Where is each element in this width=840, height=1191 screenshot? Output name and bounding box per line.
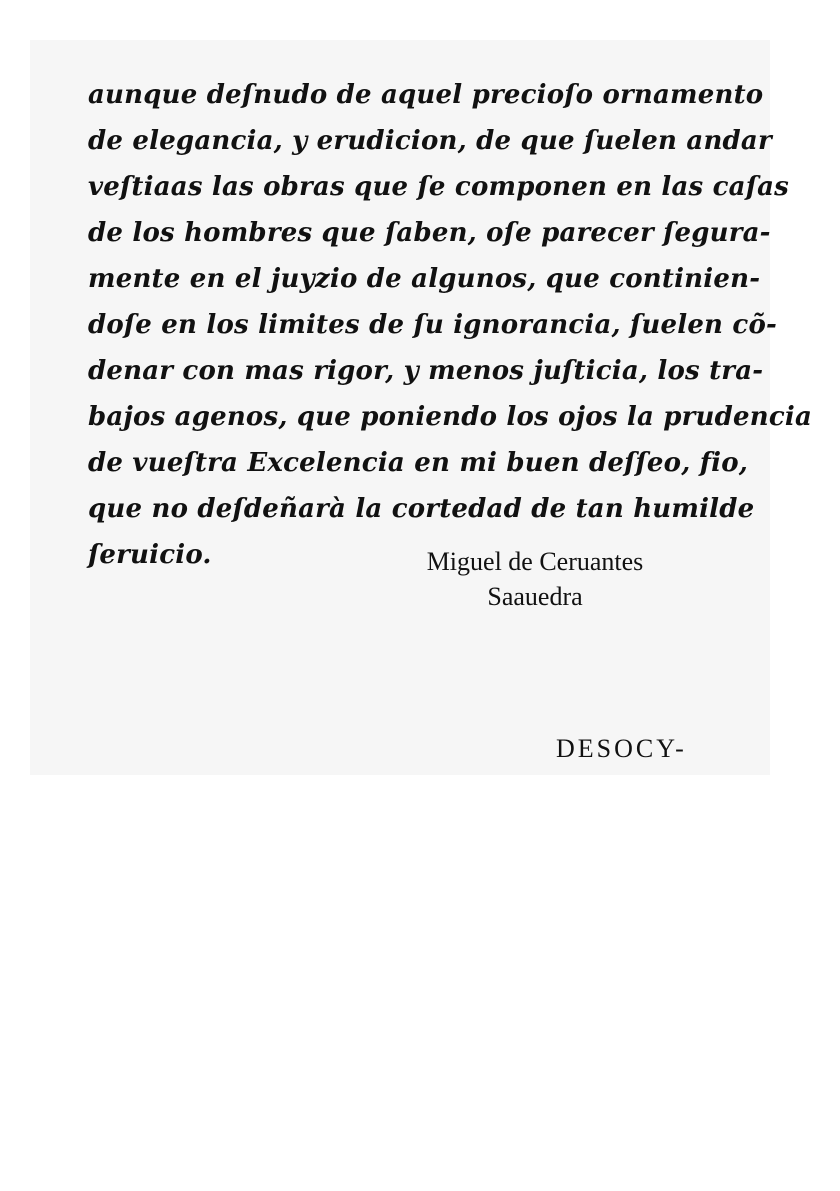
text-line: de elegancia, y erudicion, de que ſuelen andar (88, 126, 772, 156)
text-line: de los hombres que ſaben, oſe parecer ſegura- (88, 218, 771, 248)
text-line: denar con mas rigor, y menos juſticia, los tra- (88, 356, 764, 386)
text-line: aunque deſnudo de aquel precioſo ornamento (88, 80, 764, 110)
signature-surname-line: Saauedra (487, 582, 583, 611)
signature-name-line: Miguel de Ceruantes (426, 547, 644, 576)
text-line: de vueſtra Excelencia en mi buen deſſeo, fio, (88, 448, 748, 478)
dedication-body-text (88, 72, 813, 578)
text-line: doſe en los limites de ſu ignorancia, ſuelen cõ- (88, 310, 777, 340)
text-line: bajos agenos, que poniendo los ojos la prudencia (88, 402, 813, 432)
author-signature (395, 544, 675, 614)
text-line: mente en el juyzio de algunos, que continien- (88, 264, 761, 294)
text-line-last: ſeruicio. (88, 540, 212, 570)
catchword: DESOCY- (556, 734, 687, 763)
text-line: veſtiaas las obras que ſe componen en las caſas (88, 172, 789, 202)
text-line: que no deſdeñarà la cortedad de tan humilde (88, 494, 755, 524)
